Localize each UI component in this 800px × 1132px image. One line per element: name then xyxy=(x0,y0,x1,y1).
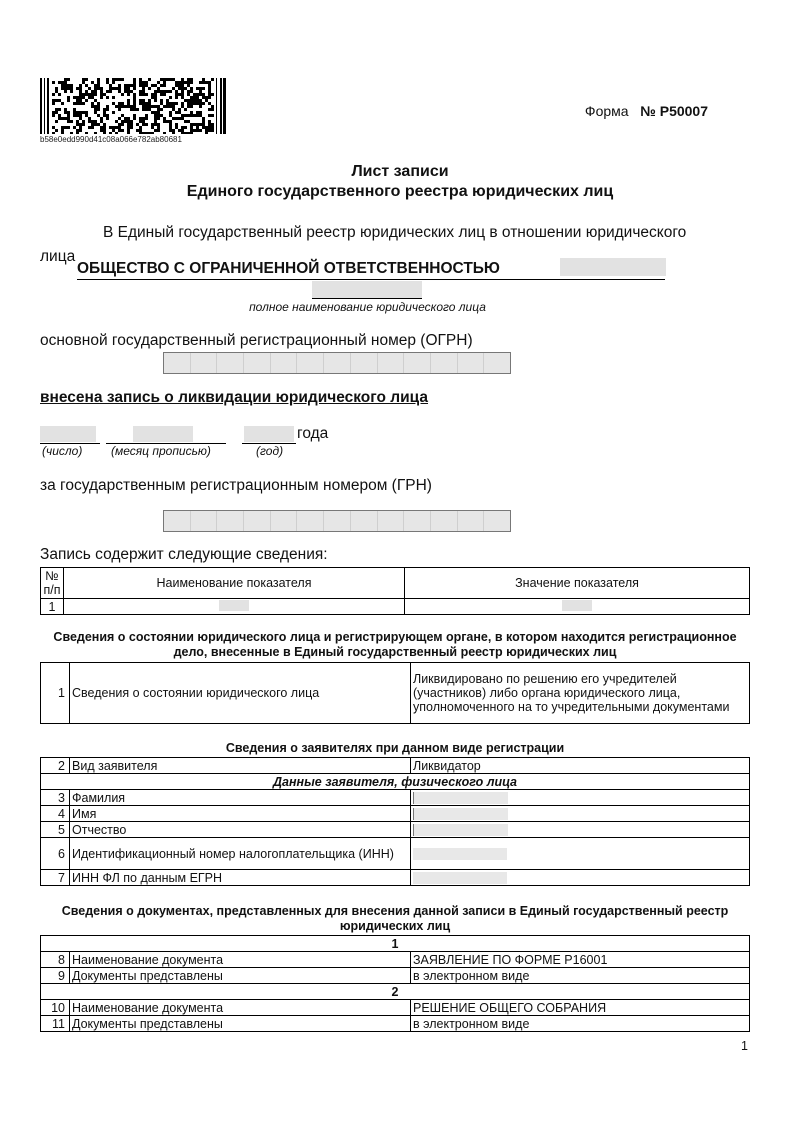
state-table xyxy=(40,662,750,724)
table-row xyxy=(41,758,750,774)
row-name: Наименование документа xyxy=(70,1000,411,1016)
table-row xyxy=(41,870,750,886)
documents-table xyxy=(40,935,750,1032)
form-code: № Р50007 xyxy=(640,103,708,119)
col-name-header: Наименование показателя xyxy=(64,568,405,599)
row-value-redacted xyxy=(411,870,750,886)
row-number: 11 xyxy=(41,1016,70,1032)
row-value-redacted xyxy=(411,806,750,822)
table-row xyxy=(41,663,750,724)
year-word: года xyxy=(297,425,329,442)
form-label: Форма xyxy=(584,103,629,119)
row-number: 6 xyxy=(41,838,70,870)
row-number: 10 xyxy=(41,1000,70,1016)
row-name: Фамилия xyxy=(70,790,411,806)
table-row xyxy=(41,838,750,870)
row-value-redacted xyxy=(411,838,750,870)
row-name: Имя xyxy=(70,806,411,822)
row-number: 1 xyxy=(41,663,70,724)
row-number: 4 xyxy=(41,806,70,822)
intro-line-1: В Единый государственный реестр юридических лиц в отношении юридического xyxy=(103,224,687,241)
month-caption: (месяц прописью) xyxy=(111,444,211,458)
table-row xyxy=(41,1000,750,1016)
grn-field-redacted xyxy=(163,510,511,532)
row-name: Наименование документа xyxy=(70,952,411,968)
row-value: РЕШЕНИЕ ОБЩЕГО СОБРАНИЯ xyxy=(411,1000,750,1016)
row-number: 9 xyxy=(41,968,70,984)
table-row xyxy=(41,968,750,984)
row-value: в электронном виде xyxy=(411,968,750,984)
group-label: 1 xyxy=(41,936,750,952)
barcode-id: b58e0edd990d41c08a066e782ab80681 xyxy=(40,135,182,144)
row-name: Документы представлены xyxy=(70,968,411,984)
page-number: 1 xyxy=(741,1039,748,1053)
grn-label: за государственным регистрационным номером (ГРН) xyxy=(40,477,432,494)
day-caption: (число) xyxy=(42,444,83,458)
row-number: 2 xyxy=(41,758,70,774)
table-row xyxy=(41,806,750,822)
org-name-caption: полное наименование юридического лица xyxy=(249,300,486,314)
year-caption: (год) xyxy=(256,444,284,458)
row-name: ИНН ФЛ по данным ЕГРН xyxy=(70,870,411,886)
row-value-redacted xyxy=(411,822,750,838)
row-number: 3 xyxy=(41,790,70,806)
row-name: Сведения о состоянии юридического лица xyxy=(70,663,411,724)
redacted-block xyxy=(133,426,193,442)
col-value-header: Значение показателя xyxy=(405,568,750,599)
row-value: ЗАЯВЛЕНИЕ ПО ФОРМЕ Р16001 xyxy=(411,952,750,968)
row-number: 7 xyxy=(41,870,70,886)
row-name: Идентификационный номер налогоплательщика (ИНН) xyxy=(70,838,411,870)
section-title: Сведения о заявителях при данном виде регистрации xyxy=(225,741,565,755)
redacted-cell xyxy=(405,599,750,615)
table-row xyxy=(41,822,750,838)
table-row xyxy=(41,952,750,968)
intro-line-2: лица xyxy=(40,248,76,265)
contains-text: Запись содержит следующие сведения: xyxy=(40,546,328,563)
table-row xyxy=(41,790,750,806)
applicant-table xyxy=(40,757,750,886)
redacted-block xyxy=(560,258,666,276)
group-header xyxy=(41,984,750,1000)
row-value-redacted xyxy=(411,790,750,806)
row-name: Документы представлены xyxy=(70,1016,411,1032)
section-title: Сведения о состоянии юридического лица и регистрирующем органе, в котором находится регистрационное дело, внесенные в Единый государственный реестр юридических лиц xyxy=(53,630,737,659)
redacted-cell xyxy=(64,599,405,615)
ogrn-label: основной государственный регистрационный номер (ОГРН) xyxy=(40,332,473,349)
row-number: 1 xyxy=(41,599,64,615)
header-table xyxy=(40,567,750,615)
row-name: Отчество xyxy=(70,822,411,838)
group-label: 2 xyxy=(41,984,750,1000)
form-number xyxy=(585,103,708,119)
row-name: Вид заявителя xyxy=(70,758,411,774)
record-statement: внесена запись о ликвидации юридического лица xyxy=(40,389,429,406)
ogrn-field-redacted xyxy=(163,352,511,374)
row-value: Ликвидатор xyxy=(411,758,750,774)
row-number: 8 xyxy=(41,952,70,968)
row-value: в электронном виде xyxy=(411,1016,750,1032)
barcode-image xyxy=(40,78,226,134)
row-number: 5 xyxy=(41,822,70,838)
redacted-block xyxy=(40,426,96,442)
col-num-header: № п/п xyxy=(41,568,64,599)
document-title: Лист записи xyxy=(351,163,449,180)
table-row xyxy=(41,1016,750,1032)
subheader-text: Данные заявителя, физического лица xyxy=(41,774,750,790)
org-name: ОБЩЕСТВО С ОГРАНИЧЕННОЙ ОТВЕТСТВЕННОСТЬЮ xyxy=(77,260,500,277)
document-subtitle: Единого государственного реестра юридических лиц xyxy=(186,183,614,200)
redacted-block xyxy=(244,426,294,442)
row-value: Ликвидировано по решению его учредителей (участников) либо органа юридического лица, уполномоченного на то учредительными документами xyxy=(411,663,750,724)
table-subheader xyxy=(41,774,750,790)
section-title: Сведения о документах, представленных для внесения данной записи в Единый государственный реестр юридических лиц xyxy=(61,904,729,933)
group-header xyxy=(41,936,750,952)
redacted-block xyxy=(312,281,422,299)
